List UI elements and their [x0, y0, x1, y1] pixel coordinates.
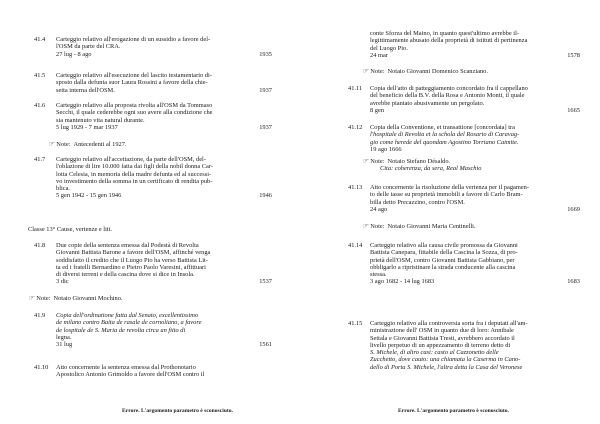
entry-number: 41.7 [34, 156, 46, 163]
note-text: Notaio Giovanni Domenico Scanziano. [387, 68, 488, 75]
entry-number: 41.13 [348, 184, 363, 191]
entry-text: Copia dell'ordinatione fatta dal Senato, excellentissimo [56, 312, 199, 319]
entry-text: gio come herede del quondam Agostino Torriano Caimite. [370, 138, 519, 146]
note-line [362, 158, 481, 173]
entry-text: Carteggio relativo all'accettazione, da parte dell'OSM, del- [56, 156, 206, 163]
note-line [362, 68, 488, 75]
left-page [28, 0, 272, 424]
entry-text: l'hospitale di Revolta et la schola del Rosario di Caravag- [370, 131, 520, 139]
entry-text: dello di Porta S. Michele, l'altra detta la Casa del Veronese [370, 363, 523, 371]
note-label: Note: [370, 223, 385, 230]
entry-text: l'OSM da parte del CRA. [56, 43, 121, 51]
note-subtext: Cita: coherenza, da sera, Real Maschio [380, 165, 482, 173]
entry-text: setta interna dell'OSM. [56, 86, 115, 94]
entry-text: Copia dell'atto di patteggiamento concordato fra il cappellano [370, 85, 528, 92]
entry-41-11 [348, 85, 580, 114]
entry-year: 1578 [567, 51, 580, 59]
entry-text: sia mantenuto vita natural durante. [56, 116, 145, 124]
entry-text: de lospitale de S. Maria de revolta circa un fitto di [56, 326, 186, 334]
entry-text: Carteggio relativo alla causa civile promossa da Giovanni [370, 242, 518, 249]
right-page [348, 0, 580, 424]
entry-text: Due copie della sentenza emessa dal Podestà di Revolta [56, 242, 199, 249]
entry-text: blica. [56, 185, 71, 193]
note-label: Note: [370, 68, 385, 75]
note-line [28, 295, 123, 302]
entry-41-7 [34, 156, 272, 200]
entry-date: 5 gen 1942 - 15 gen 1946 [56, 192, 122, 200]
entry-date: 8 gen [370, 106, 385, 114]
entry-text: del Luogo Pio. [370, 44, 408, 52]
note-text: Notaio Giovanni Maria Centinelli. [387, 223, 476, 230]
entry-text: Zucchetto, dove cauto: una chiamata la Caserma in Cano- [370, 356, 521, 364]
entry-year: 1669 [567, 205, 580, 213]
entry-41-10 [34, 364, 272, 379]
entry-text: Copia della Conventione, et transattione [concordata] tra [370, 124, 515, 131]
entry-date: 19 ago 1666 [370, 145, 402, 153]
entry-text: del beneficio della B.V. della Rosa e Antonio Monti, il quale [370, 92, 525, 100]
entry-text: Settala e Giovanni Battista Tresti, avrebbero accordato il [370, 334, 515, 342]
note-text: Notaio Stefano Désaldo. [387, 158, 451, 165]
entry-text: avrebbe piantato abusivamente un pergolato. [370, 99, 485, 107]
entry-text: Secchi, il quale cederebbe ogni suo avere alla condizione che [56, 109, 213, 117]
pointing-hand-icon: ☞ [362, 222, 369, 230]
entry-text: Carteggio relativo all'esecuzione del lascito testamentario di- [56, 72, 212, 79]
entry-number: 41.15 [348, 320, 363, 327]
footer-error: Errore. L'argomento parametro è sconosciuto. [398, 408, 509, 414]
entry-text: Carteggio relativo alla proposta rivolta all'OSM da Tommaso [56, 102, 213, 109]
entry-number: 41.14 [348, 242, 363, 249]
entry-date: 31 lug [56, 341, 73, 349]
entry-number: 41.4 [34, 36, 46, 43]
entry-text: Carteggio relativo alla controversia sorta fra i deputati all'am- [370, 320, 528, 327]
entry-year: 1946 [259, 192, 272, 200]
entry-text: S. Michele, di altro casi: casto al Cazzonetto delle [370, 349, 499, 357]
entry-41-14 [348, 242, 580, 286]
entry-date: 3 dic [56, 278, 69, 286]
note-line [48, 141, 127, 148]
entry-41-4 [34, 36, 272, 58]
entry-year: 1937 [259, 123, 272, 131]
entry-year: 1537 [259, 278, 272, 286]
entry-text: legittimamente abusato della proprietà di istituti di pertinenza [370, 37, 528, 45]
entry-text: Carteggio relativo all'erogazione di un sussidio a favore del- [56, 36, 211, 43]
entry-41-8 [34, 242, 272, 286]
pointing-hand-icon: ☞ [48, 140, 55, 148]
entry-number: 41.10 [34, 364, 49, 371]
note-label: Note: [56, 141, 71, 148]
entry-date: 24 mar [370, 51, 388, 59]
entry-date: 3 ago 1682 - 14 lug 1683 [370, 278, 435, 286]
entry-text: conte Sforza del Maino, in quanto quest'ultimo avrebbe il- [370, 30, 519, 37]
entry-text: legna. [56, 333, 72, 341]
entry-number: 41.6 [34, 102, 46, 109]
entry-year: 1937 [259, 86, 272, 94]
entry-text: de milano contro Baita de rasale de cornoliano, a favore [56, 319, 202, 327]
entry-41-13 [348, 184, 580, 213]
entry-text: sposto dalla defunta suor Laura Rossini a favore della chie- [56, 79, 208, 87]
entry-text: vo investimento della somma in un certificato di rendita pub- [56, 177, 213, 185]
entry-41-10-continued [348, 30, 580, 59]
entry-text: ministrazione dell' OSM in quanto due di loro: Annibale [370, 327, 514, 335]
entry-number: 41.11 [348, 85, 363, 92]
entry-text: Battista Canepara, fittabile della Cascina la Sozza, di pro- [370, 249, 518, 257]
entry-year: 1665 [567, 106, 580, 114]
entry-text: Atto concernente la sentenza emessa dal Prothonotario [56, 364, 196, 371]
entry-41-15 [348, 320, 580, 371]
entry-number: 41.9 [34, 312, 46, 319]
footer-error: Errore. L'argomento parametro è sconosciuto. [122, 408, 233, 414]
entry-year: 1935 [259, 50, 272, 58]
note-text: Antecedenti al 1927. [73, 141, 127, 148]
entry-text: prietà dell'OSM, contro Giovanni Battista Gabbiano, per [370, 256, 515, 264]
entry-41-12 [348, 124, 580, 153]
entry-41-5 [34, 72, 272, 94]
entry-text: di diversi terreni e della cascina dove si dice in Insola. [56, 271, 195, 279]
entry-text: billa detto Precazzino, contro l'OSM. [370, 198, 465, 206]
class-header: Classe 13° Cause, vertenze e liti. [28, 226, 113, 233]
entry-text: l'oblazione di lire 10.000 fatta dai figli della nobil donna Car- [56, 163, 214, 171]
entry-date: 27 lug - 8 ago [56, 50, 92, 58]
entry-text: livello perpetuo di un appezzamento di terreno detto di [370, 341, 511, 349]
note-label: Note: [36, 295, 51, 302]
entry-text: Giovanni Battista Barone a favore dell'OSM, affinché venga [56, 249, 211, 257]
entry-number: 41.8 [34, 242, 46, 249]
entry-text: ta ed i fratelli Bernardino e Pietro Paolo Varesini, affittuari [56, 263, 206, 271]
pointing-hand-icon: ☞ [362, 67, 369, 75]
entry-text: stessa. [370, 271, 387, 279]
entry-41-6 [34, 102, 272, 131]
entry-year: 1683 [567, 278, 580, 286]
pointing-hand-icon: ☞ [28, 294, 35, 302]
entry-text: to delle tasse su proprietà immobili a favore di Carlo Bram- [370, 191, 523, 199]
pointing-hand-icon: ☞ [362, 157, 369, 165]
entry-text: Atto concernente la risoluzione della vertenza per il pagamen- [370, 184, 529, 191]
note-label: Note: [370, 158, 385, 165]
note-text: Notaio Giovanni Mochino. [53, 295, 123, 302]
entry-date: 5 lug 1929 - 7 mar 1937 [56, 123, 118, 131]
entry-41-9 [34, 312, 272, 348]
note-line [362, 223, 476, 230]
entry-year: 1561 [259, 341, 272, 349]
entry-date: 24 ago [370, 205, 388, 213]
entry-number: 41.12 [348, 124, 363, 131]
entry-text: obbligarlo a ripristinare la strada conducente alla cascina [370, 263, 516, 271]
entry-number: 41.5 [34, 72, 46, 79]
entry-text: lotta Celesia, in memoria della madre defunta ed al successi- [56, 170, 212, 178]
entry-text: Apostolico Antonio Grimoldo a favore dell'OSM contro il [56, 371, 205, 379]
entry-text: soddisfatto il credito che il Luogo Pio ha verso Battista Lit- [56, 256, 208, 264]
